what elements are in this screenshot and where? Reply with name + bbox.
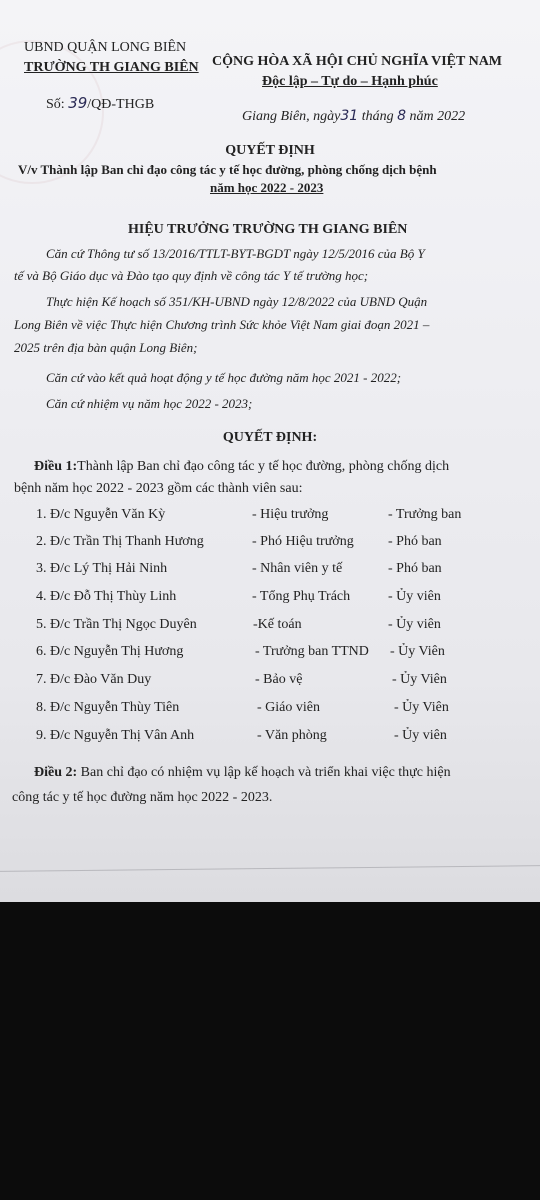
decision-subject-line1: V/v Thành lập Ban chỉ đạo công tác y tế học đường, phòng chống dịch bệnh (18, 162, 437, 177)
member-name: 7. Đ/c Đào Văn Duy (36, 672, 152, 687)
member-role: - Ủy viên (388, 617, 441, 632)
article-2-label: Điều 2: (34, 765, 78, 780)
preamble-p2-line2: Long Biên về việc Thực hiện Chương trình Sức khỏe Việt Nam giai đoạn 2021 – (14, 317, 430, 332)
issuing-authority: HIỆU TRƯỞNG TRƯỜNG TH GIANG BIÊN (128, 222, 408, 237)
member-position: - Văn phòng (257, 728, 327, 743)
member-position: - Bảo vệ (255, 672, 303, 687)
article-1-label: Điều 1: (34, 459, 78, 474)
decision-heading: QUYẾT ĐỊNH: (222, 430, 318, 445)
date-month: 8 (397, 108, 407, 124)
paper-fold-line (0, 865, 540, 872)
preamble-p2-line3: 2025 trên địa bàn quận Long Biên; (14, 340, 198, 355)
member-name: 2. Đ/c Trần Thị Thanh Hương (36, 534, 204, 549)
member-name: 6. Đ/c Nguyễn Thị Hương (36, 644, 184, 659)
member-row (0, 534, 540, 554)
member-position: - Giáo viên (257, 700, 320, 715)
date-day: 31 (340, 108, 359, 124)
article-2-text-line1: Ban chỉ đạo có nhiệm vụ lập kế hoạch và triển khai việc thực hiện (80, 765, 451, 780)
district-name: UBND QUẬN LONG BIÊN (24, 40, 187, 55)
member-row (0, 672, 540, 692)
dark-background (0, 902, 540, 1200)
member-row (0, 700, 540, 720)
member-role: - Phó ban (388, 534, 442, 549)
preamble-p2-line1: Thực hiện Kế hoạch số 351/KH-UBND ngày 12/8/2022 của UBND Quận (46, 294, 428, 309)
document-number (46, 94, 154, 113)
article-2-text-line2: công tác y tế học đường năm học 2022 - 2023. (12, 790, 273, 805)
article-1-text-line1: Thành lập Ban chỉ đạo công tác y tế học đường, phòng chống dịch (77, 459, 450, 474)
article-1 (34, 459, 449, 475)
member-position: -Kế toán (253, 617, 302, 632)
number-prefix: Số: (46, 97, 65, 112)
preamble-p4: Căn cứ nhiệm vụ năm học 2022 - 2023; (46, 396, 253, 411)
member-row (0, 644, 540, 664)
member-role: - Ủy viên (394, 728, 447, 743)
member-row (0, 561, 540, 581)
date-mid: tháng (361, 109, 394, 124)
document-date (242, 108, 465, 125)
number-handwritten: 39 (68, 94, 88, 112)
number-suffix: /QĐ-THGB (87, 97, 155, 112)
article-1-text-line2: bệnh năm học 2022 - 2023 gồm các thành viên sau: (14, 481, 303, 496)
member-role: - Ủy viên (388, 589, 441, 604)
preamble-p1-line2: tế và Bộ Giáo dục và Đào tạo quy định về công tác Y tế trường học; (14, 268, 369, 283)
member-role: - Ủy Viên (390, 644, 445, 659)
member-name: 1. Đ/c Nguyễn Văn Kỳ (36, 507, 166, 522)
article-2 (34, 765, 451, 781)
member-position: - Nhân viên y tế (252, 561, 343, 576)
member-row (0, 617, 540, 637)
school-name: TRƯỜNG TH GIANG BIÊN (24, 60, 199, 75)
member-role: - Ủy Viên (394, 700, 449, 715)
member-name: 4. Đ/c Đỗ Thị Thùy Linh (36, 589, 177, 604)
member-position: - Trưởng ban TTND (255, 644, 369, 659)
member-name: 9. Đ/c Nguyễn Thị Vân Anh (36, 728, 195, 743)
member-position: - Phó Hiệu trưởng (252, 534, 354, 549)
preamble-p3: Căn cứ vào kết quả hoạt động y tế học đường năm học 2021 - 2022; (46, 370, 402, 385)
decision-subject-line2: năm học 2022 - 2023 (210, 180, 324, 195)
member-row (0, 589, 540, 609)
member-role: - Trưởng ban (388, 507, 462, 522)
date-prefix: Giang Biên, ngày (242, 109, 341, 124)
member-name: 5. Đ/c Trần Thị Ngọc Duyên (36, 617, 197, 632)
member-position: - Tổng Phụ Trách (252, 589, 351, 604)
member-position: - Hiệu trưởng (252, 507, 329, 522)
member-name: 8. Đ/c Nguyễn Thùy Tiên (36, 700, 180, 715)
member-row (0, 728, 540, 748)
preamble-p1-line1: Căn cứ Thông tư số 13/2016/TTLT-BYT-BGDT ngày 12/5/2016 của Bộ Y (46, 246, 425, 261)
national-motto: Độc lập – Tự do – Hạnh phúc (262, 74, 438, 89)
decision-title: QUYẾT ĐỊNH (225, 143, 315, 158)
date-suffix: năm 2022 (409, 109, 466, 124)
member-row (0, 507, 540, 527)
member-role: - Ủy Viên (392, 672, 447, 687)
member-role: - Phó ban (388, 561, 442, 576)
country-name: CỘNG HÒA XÃ HỘI CHỦ NGHĨA VIỆT NAM (212, 54, 503, 69)
member-name: 3. Đ/c Lý Thị Hải Ninh (36, 561, 168, 576)
